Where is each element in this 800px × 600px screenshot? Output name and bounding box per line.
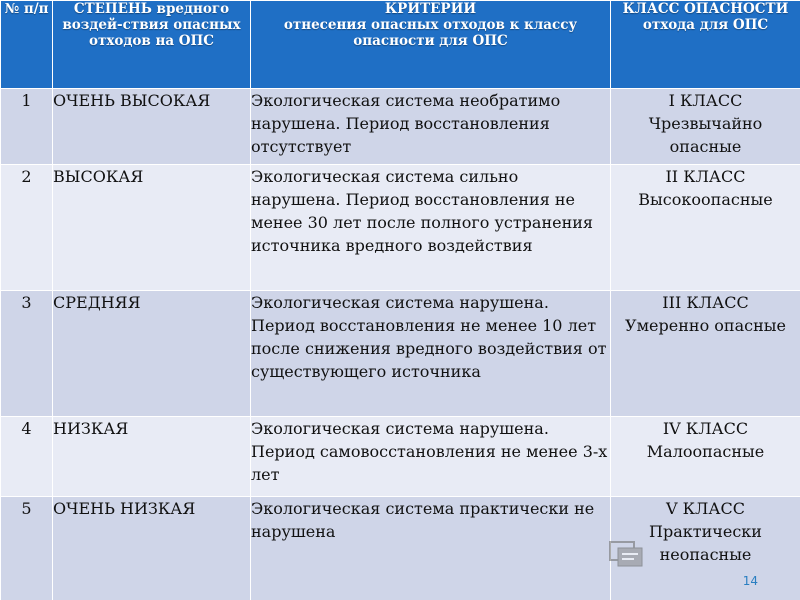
header-class-subtitle: отхода для ОПС — [642, 17, 769, 33]
row-number: 4 — [1, 417, 53, 497]
row-class-name: I КЛАСС — [668, 91, 743, 110]
table-row — [1, 89, 800, 165]
row-class-name: III КЛАСС — [662, 293, 749, 312]
row-class — [611, 165, 800, 291]
row-number: 1 — [1, 89, 53, 165]
header-class-title: КЛАСС ОПАСНОСТИ — [622, 1, 789, 17]
table-row — [1, 165, 800, 291]
header-class — [611, 1, 800, 89]
header-criteria-subtitle: отнесения опасных отходов к классу опасности для ОПС — [283, 17, 578, 49]
row-criteria: Экологическая система необратимо нарушена. Период восстановления отсутствует — [251, 89, 611, 165]
row-class-desc: Практически неопасные — [649, 522, 762, 564]
row-class-desc: Чрезвычайно опасные — [648, 114, 763, 156]
row-number: 5 — [1, 497, 53, 600]
table-row — [1, 291, 800, 417]
row-class-name: II КЛАСС — [665, 167, 746, 186]
row-criteria: Экологическая система нарушена. Период самовосстановления не менее 3-х лет — [251, 417, 611, 497]
row-class-desc: Умеренно опасные — [625, 316, 786, 335]
row-degree: НИЗКАЯ — [53, 417, 251, 497]
page-number: 14 — [742, 574, 758, 588]
row-criteria: Экологическая система сильно нарушена. Период восстановления не менее 30 лет после полного устранения источника вредного воздействия — [251, 165, 611, 291]
row-degree: ОЧЕНЬ НИЗКАЯ — [53, 497, 251, 600]
row-degree: ОЧЕНЬ ВЫСОКАЯ — [53, 89, 251, 165]
header-criteria — [251, 1, 611, 89]
row-number: 2 — [1, 165, 53, 291]
slide-navigation-icon[interactable] — [609, 541, 643, 567]
header-criteria-title: КРИТЕРИИ — [384, 1, 477, 17]
row-criteria: Экологическая система нарушена. Период восстановления не менее 10 лет после снижения вредного воздействия от существующего источника — [251, 291, 611, 417]
header-num: № п/п — [1, 1, 53, 89]
table-row — [1, 497, 800, 600]
row-class-desc: Высокоопасные — [638, 190, 773, 209]
header-degree: СТЕПЕНЬ вредного воздей-ствия опасных отходов на ОПС — [53, 1, 251, 89]
row-degree: СРЕДНЯЯ — [53, 291, 251, 417]
row-class — [611, 291, 800, 417]
row-class — [611, 417, 800, 497]
row-degree: ВЫСОКАЯ — [53, 165, 251, 291]
row-class-name: IV КЛАСС — [662, 419, 749, 438]
row-class-name: V КЛАСС — [666, 499, 745, 518]
row-class — [611, 89, 800, 165]
table-row — [1, 417, 800, 497]
row-number: 3 — [1, 291, 53, 417]
row-criteria: Экологическая система практически не нарушена — [251, 497, 611, 600]
row-class-desc: Малоопасные — [646, 442, 765, 461]
table-header-row — [1, 1, 800, 89]
